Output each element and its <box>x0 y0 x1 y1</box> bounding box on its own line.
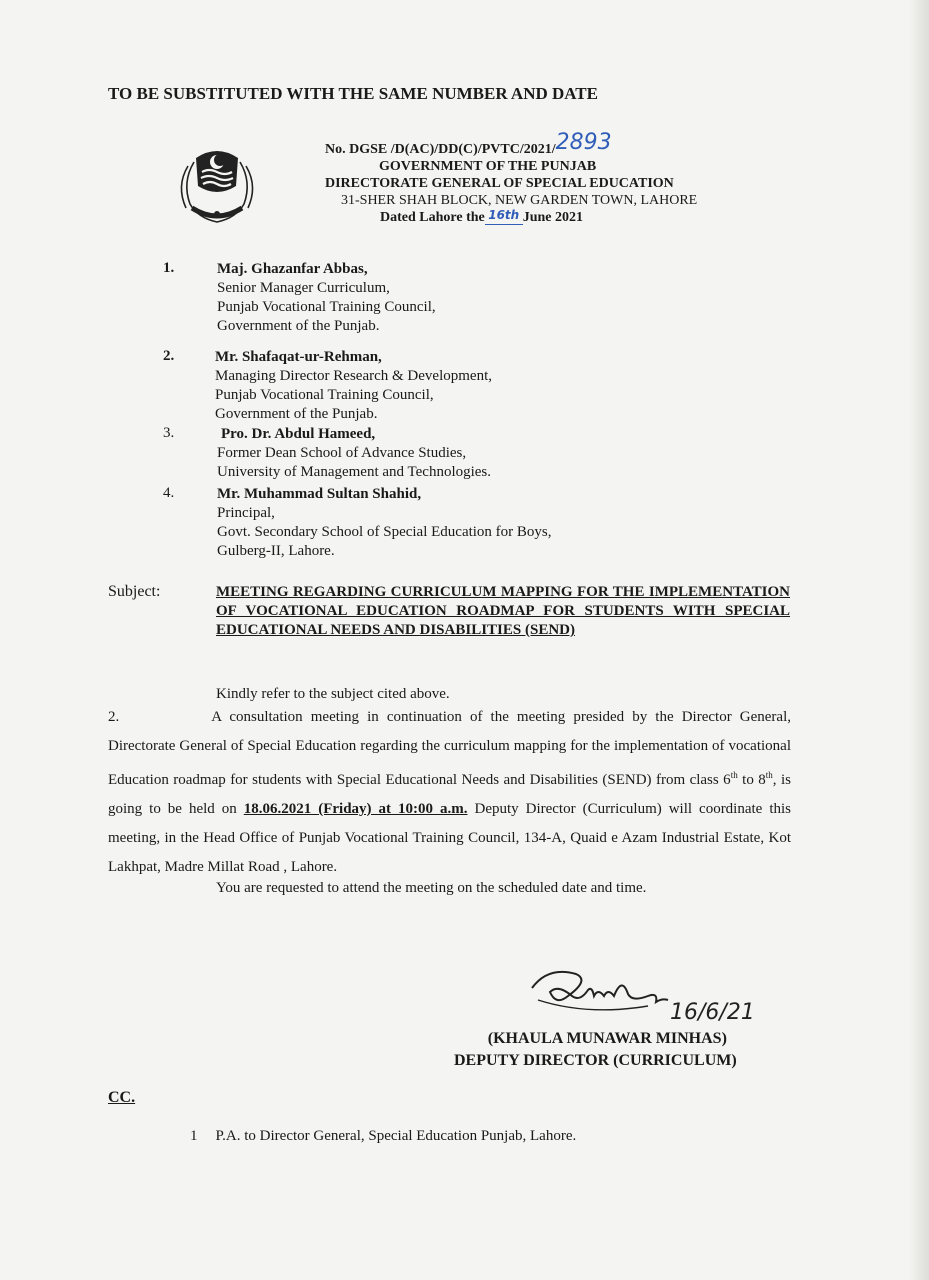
signatory-name: (KHAULA MUNAWAR MINHAS) <box>487 1030 727 1047</box>
addressee-2-number: 2. <box>163 348 175 364</box>
directorate-address: 31-SHER SHAH BLOCK, NEW GARDEN TOWN, LAHORE <box>341 193 698 208</box>
addressee-line: Gulberg-II, Lahore. <box>217 543 335 559</box>
addressee-1-number: 1. <box>163 260 175 276</box>
addressee-name: Pro. Dr. Abdul Hameed, <box>221 426 376 442</box>
addressee-name: Mr. Muhammad Sultan Shahid, <box>217 486 422 502</box>
subject-text: MEETING REGARDING CURRICULUM MAPPING FOR THE IMPLEMENTATION OF VOCATIONAL EDUCATION ROADMAP FOR STUDENTS WITH SPECIAL EDUCATIONAL NEEDS AND DISABILITIES (SEND) <box>216 584 790 638</box>
punjab-government-seal-icon <box>172 142 262 228</box>
directorate-name: DIRECTORATE GENERAL OF SPECIAL EDUCATION <box>325 176 674 191</box>
signatory-block <box>454 1028 737 1072</box>
letter-date-line <box>380 209 697 227</box>
reference-number: No. DGSE /D(AC)/DD(C)/PVTC/2021/ <box>325 142 556 157</box>
handwritten-day: 16th <box>485 207 523 225</box>
cc-item <box>190 1128 576 1145</box>
meeting-datetime: 18.06.2021 (Friday) at 10:00 a.m. <box>243 801 468 817</box>
handwritten-signature-date: 16/6/21 <box>670 1000 755 1025</box>
addressee-line: Managing Director Research & Development, <box>215 368 492 384</box>
paragraph-2-text: A consultation meeting in continuation of the meeting presided by the Director General, Directorate General of Special Education regarding the curriculum mapping for the implementation of vocational Education roadmap for students with Special Educational Needs and Disabilities (SEND) from class 6 <box>108 709 791 788</box>
addressee-line: Government of the Punjab. <box>215 406 378 422</box>
superscript: th <box>765 770 773 780</box>
addressee-line: Senior Manager Curriculum, <box>217 280 390 296</box>
cc-item-text: P.A. to Director General, Special Education Punjab, Lahore. <box>215 1128 577 1144</box>
signatory-designation: DEPUTY DIRECTOR (CURRICULUM) <box>454 1052 737 1069</box>
addressee-4-number: 4. <box>163 485 175 501</box>
addressee-line: Former Dean School of Advance Studies, <box>217 445 467 461</box>
intro-paragraph: Kindly refer to the subject cited above. <box>216 686 450 702</box>
cc-item-number: 1 <box>190 1128 198 1144</box>
closing-paragraph: You are requested to attend the meeting on the scheduled date and time. <box>216 880 647 896</box>
paragraph-2-text: to 8 <box>737 772 766 788</box>
addressee-name: Maj. Ghazanfar Abbas, <box>217 261 368 277</box>
addressee-line: University of Management and Technologies. <box>217 464 492 480</box>
paragraph-2 <box>108 703 791 882</box>
reference-number-line <box>325 130 697 158</box>
subject-label: Subject: <box>108 583 161 600</box>
letter-header <box>325 130 698 227</box>
paragraph-2-text: , is going to be held on <box>108 772 791 817</box>
addressee-line: Punjab Vocational Training Council, <box>215 387 434 403</box>
paragraph-2-text: Deputy Director (Curriculum) will coordinate this meeting, in the Head Office of Punjab Vocational Training Council, 134-A, Quaid e Azam Industrial Estate, Kot Lakhpat, Madre Millat Road , Lahore. <box>108 801 791 875</box>
cc-label: CC. <box>108 1089 136 1106</box>
addressee-line: Government of the Punjab. <box>217 318 380 334</box>
paragraph-2-number: 2. <box>108 709 120 725</box>
addressee-3 <box>217 425 491 482</box>
addressee-line: Principal, <box>217 505 275 521</box>
date-prefix: Dated Lahore the <box>380 210 485 225</box>
date-suffix: June 2021 <box>522 210 584 225</box>
substitution-banner: TO BE SUBSTITUTED WITH THE SAME NUMBER AND DATE <box>108 84 598 103</box>
superscript: th <box>730 770 738 780</box>
addressee-line: Punjab Vocational Training Council, <box>217 299 436 315</box>
page-edge-shadow <box>909 0 929 1280</box>
addressee-1 <box>217 260 436 336</box>
addressee-name: Mr. Shafaqat-ur-Rehman, <box>215 349 382 365</box>
addressee-2 <box>215 348 492 424</box>
addressee-3-number: 3. <box>163 425 175 441</box>
government-name: GOVERNMENT OF THE PUNJAB <box>379 159 597 174</box>
handwritten-reference-number: 2893 <box>555 130 612 155</box>
addressee-4 <box>217 485 552 561</box>
addressee-line: Govt. Secondary School of Special Education for Boys, <box>217 524 552 540</box>
